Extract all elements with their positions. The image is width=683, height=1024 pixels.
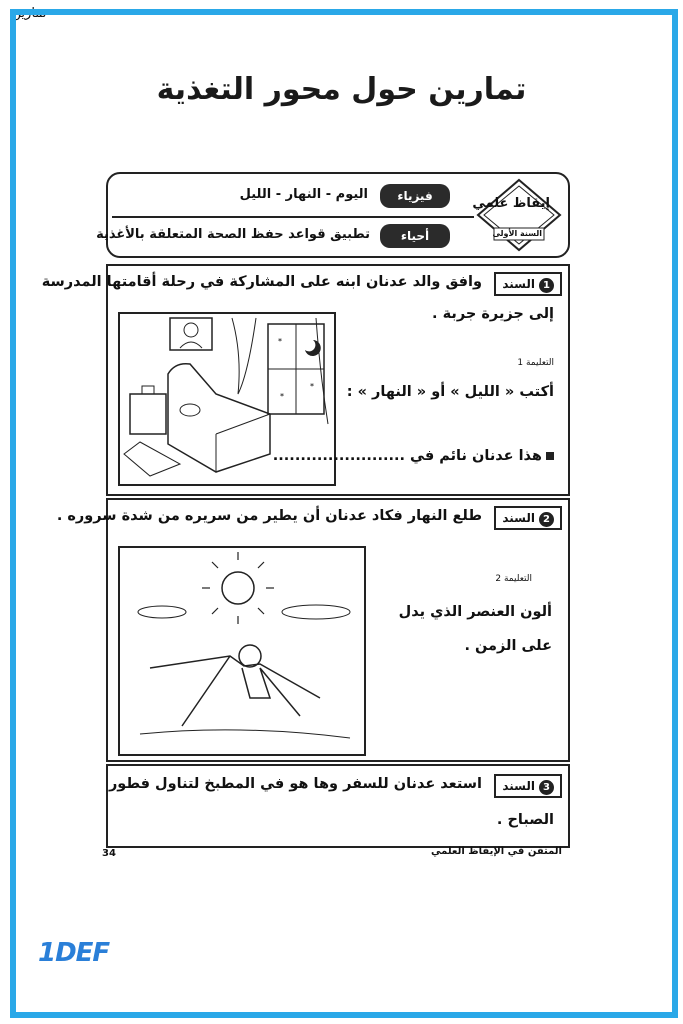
book-source: المتقن في الإيقاظ العلمي: [431, 846, 562, 857]
section-1-label: [494, 272, 562, 296]
worksheet: [41, 168, 570, 864]
section-3-text-line2: الصباح .: [496, 812, 554, 828]
page-title: تمارين حول محور التغذية: [156, 72, 527, 107]
header-divider: [112, 216, 474, 218]
section-1-text-line2: إلى جزيرة جربة .: [432, 306, 554, 322]
physics-label: فيزياء: [380, 184, 450, 208]
page-number: 34: [102, 848, 116, 859]
section-2-label: [494, 506, 562, 530]
svg-text:*: *: [278, 337, 282, 346]
section-3-label: [494, 774, 562, 798]
section-3: [106, 764, 570, 848]
section-1: [41, 264, 570, 496]
svg-text:*: *: [280, 392, 284, 401]
section-3-number: 3: [539, 780, 554, 795]
instruction-2-line2: على الزمن .: [464, 638, 552, 654]
bullet-icon: [546, 452, 554, 460]
morning-picture: [118, 546, 366, 756]
instruction-1-text: أكتب « الليل » أو « النهار » :: [346, 384, 554, 400]
badge-title: إيقاظ علمي: [472, 196, 550, 211]
section-2-number: 2: [539, 512, 554, 527]
badge-subtitle: السنة الأولى: [492, 229, 542, 238]
section-2-label-text: السند: [502, 511, 535, 525]
section-2-text-line1: طلع النهار فكاد عدنان أن يطير من سريره من شدة سروره .: [56, 508, 482, 524]
section-2: [56, 498, 570, 762]
instruction-2-line1: ألون العنصر الذي يدل: [398, 604, 552, 620]
site-logo: 1DEF: [38, 938, 110, 968]
worksheet-header: [96, 172, 570, 258]
biology-label: أحياء: [380, 224, 450, 248]
biology-topic: تطبيق قواعد حفظ الصحة المتعلقة بالأغذية: [96, 227, 370, 242]
section-1-label-text: السند: [502, 277, 535, 291]
svg-text:*: *: [310, 382, 314, 391]
section-1-text-line1: وافق والد عدنان ابنه على المشاركة في رحلة أقامتها المدرسة: [41, 274, 482, 290]
section-3-text-line1: استعد عدنان للسفر وها هو في المطبخ لتناول فطور: [108, 776, 482, 792]
physics-topic: اليوم - النهار - الليل: [239, 187, 368, 202]
instruction-1-label: التعليمة 1: [517, 358, 554, 368]
subject-badge-icon: [476, 178, 562, 252]
corner-tag: تمارين: [0, 0, 58, 36]
section-3-label-text: السند: [502, 779, 535, 793]
instruction-2-label: التعليمة 2: [495, 574, 532, 584]
section-1-number: 1: [539, 278, 554, 293]
waking-child-drawing-icon: [120, 548, 364, 754]
answer-line-text: هذا عدنان نائم في ........................: [272, 448, 542, 464]
section-1-answer-line: [273, 448, 554, 464]
